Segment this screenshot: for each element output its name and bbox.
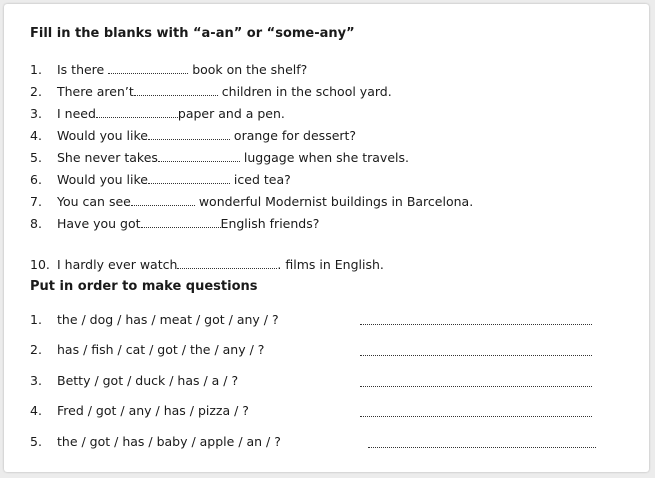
item-text-after: luggage when she travels. — [239, 150, 409, 165]
exercise-item-2 — [30, 84, 392, 100]
question-item-2 — [30, 342, 264, 358]
question-item-5 — [30, 434, 281, 450]
item-number: 2. — [30, 84, 42, 99]
item-number: 2. — [30, 342, 42, 357]
section1-heading: Fill in the blanks with “a-an” or “some-any” — [30, 26, 355, 41]
exercise-item-3 — [30, 106, 285, 122]
item-text-after: . films in English. — [277, 257, 384, 272]
item-number: 1. — [30, 312, 42, 327]
item-number: 5. — [30, 434, 42, 449]
worksheet — [4, 4, 649, 472]
question-item-4 — [30, 403, 249, 419]
item-number: 3. — [30, 106, 42, 121]
item-text-before: She never takes — [57, 150, 158, 165]
blank-line[interactable] — [148, 128, 230, 140]
item-number: 7. — [30, 194, 42, 209]
item-text-after: wonderful Modernist buildings in Barcelona. — [194, 194, 474, 209]
item-number: 4. — [30, 128, 42, 143]
exercise-item-1 — [30, 62, 307, 78]
section2-heading: Put in order to make questions — [30, 279, 258, 294]
question-item-1 — [30, 312, 279, 328]
blank-line[interactable] — [134, 84, 218, 96]
item-number: 5. — [30, 150, 42, 165]
item-text-before: Would you like — [57, 128, 148, 143]
item-text-before: I hardly ever watch — [57, 257, 178, 272]
question-words: Betty / got / duck / has / a / ? — [57, 373, 239, 388]
blank-line[interactable] — [108, 62, 188, 74]
blank-line[interactable] — [177, 257, 277, 269]
item-text-before: There aren’t — [57, 84, 134, 99]
blank-line[interactable] — [148, 172, 230, 184]
item-text-before: Is there — [57, 62, 109, 77]
item-text-after: iced tea? — [229, 172, 291, 187]
item-text-before: Have you got — [57, 216, 141, 231]
item-text-before: Would you like — [57, 172, 148, 187]
item-text-after: orange for dessert? — [229, 128, 357, 143]
answer-line[interactable] — [360, 416, 592, 417]
blank-line[interactable] — [158, 150, 240, 162]
exercise-item-7 — [30, 194, 473, 210]
blank-line[interactable] — [141, 216, 221, 228]
item-number: 1. — [30, 62, 42, 77]
question-words: has / fish / cat / got / the / any / ? — [57, 342, 265, 357]
exercise-item-5 — [30, 150, 409, 166]
answer-line[interactable] — [360, 324, 592, 325]
item-number: 8. — [30, 216, 42, 231]
blank-line[interactable] — [131, 194, 195, 206]
item-number: 3. — [30, 373, 42, 388]
question-item-3 — [30, 373, 238, 389]
exercise-item-8 — [30, 216, 319, 232]
question-words: the / got / has / baby / apple / an / ? — [57, 434, 281, 449]
answer-line[interactable] — [368, 447, 596, 448]
answer-line[interactable] — [360, 355, 592, 356]
item-text-before: You can see — [57, 194, 131, 209]
item-number: 6. — [30, 172, 42, 187]
item-text-after: paper and a pen. — [177, 106, 285, 121]
question-words: Fred / got / any / has / pizza / ? — [57, 403, 249, 418]
blank-line[interactable] — [96, 106, 178, 118]
exercise-item-6 — [30, 172, 291, 188]
item-number: 10. — [30, 257, 50, 272]
item-text-after: children in the school yard. — [217, 84, 392, 99]
answer-line[interactable] — [360, 386, 592, 387]
question-words: the / dog / has / meat / got / any / ? — [57, 312, 279, 327]
exercise-item-4 — [30, 128, 356, 144]
item-number: 4. — [30, 403, 42, 418]
item-text-after: book on the shelf? — [188, 62, 308, 77]
exercise-item-10 — [30, 257, 384, 273]
item-text-before: I need — [57, 106, 96, 121]
item-text-after: English friends? — [220, 216, 320, 231]
